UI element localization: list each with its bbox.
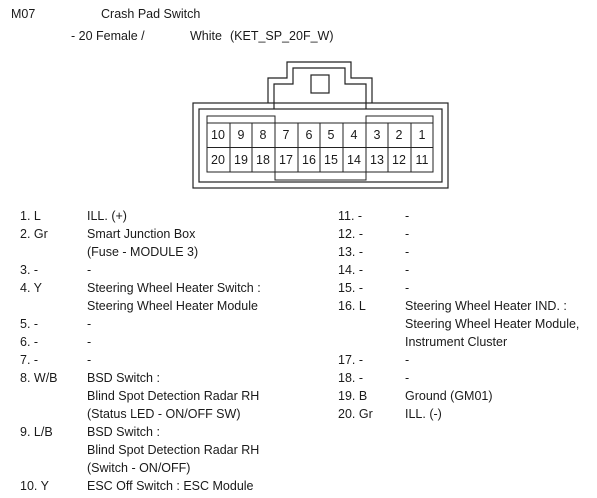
pin-number: 11. - [338, 209, 363, 223]
pin-description: - [405, 245, 410, 259]
pin-number: 10. Y [20, 479, 49, 493]
pin-number: 16. L [338, 299, 366, 313]
pin-number-3: 3 [373, 128, 381, 142]
pin-number: 9. L/B [20, 425, 53, 439]
pin-description: - [87, 335, 92, 349]
pin-number-12: 12 [392, 153, 406, 167]
pin-number-15: 15 [324, 153, 338, 167]
pin-number-10: 10 [211, 128, 225, 142]
pin-description: Steering Wheel Heater Module [87, 299, 258, 313]
pin-description: - [405, 227, 410, 241]
pin-number: 1. L [20, 209, 41, 223]
pin-number: 4. Y [20, 281, 43, 295]
pin-description: BSD Switch : [87, 371, 160, 385]
pin-number: 13. - [338, 245, 364, 259]
pin-number: 20. Gr [338, 407, 373, 421]
pin-number: 18. - [338, 371, 364, 385]
pin-number: 2. Gr [20, 227, 48, 241]
pin-description: - [87, 353, 92, 367]
pin-description: - [405, 209, 410, 223]
pin-description: - [405, 281, 410, 295]
pin-number: 17. - [338, 353, 364, 367]
pin-number-20: 20 [211, 153, 225, 167]
pin-description: - [87, 317, 92, 331]
pin-description: - [87, 263, 92, 277]
connector-code: M07 [11, 7, 36, 21]
pin-number-11: 11 [415, 153, 429, 167]
connector-spec-part: (KET_SP_20F_W) [230, 29, 334, 43]
pin-number: 7. - [20, 353, 39, 367]
pin-number-19: 19 [234, 153, 248, 167]
pin-description: ILL. (+) [87, 209, 127, 223]
pin-number: 6. - [20, 335, 39, 349]
pin-number-4: 4 [350, 128, 358, 142]
pin-description: Steering Wheel Heater Switch : [87, 281, 261, 295]
pin-number-18: 18 [256, 153, 270, 167]
pin-description: (Status LED - ON/OFF SW) [87, 407, 241, 421]
pin-description: - [405, 371, 410, 385]
pin-number-1: 1 [418, 128, 426, 142]
pin-description: ESC Off Switch : ESC Module [87, 479, 254, 493]
pin-number-16: 16 [302, 153, 316, 167]
pin-number-7: 7 [282, 128, 290, 142]
pin-number-13: 13 [370, 153, 384, 167]
connector-title: Crash Pad Switch [101, 7, 201, 21]
pin-number: 12. - [338, 227, 364, 241]
pin-number-9: 9 [237, 128, 245, 142]
pin-description: BSD Switch : [87, 425, 160, 439]
pin-number-14: 14 [347, 153, 361, 167]
pin-description: Steering Wheel Heater Module, [405, 317, 580, 331]
pin-description: - [405, 263, 410, 277]
pin-number: 3. - [20, 263, 39, 277]
connector-spec-pins: - 20 Female / [71, 29, 145, 43]
pin-number: 5. - [20, 317, 39, 331]
pin-description: Instrument Cluster [405, 335, 508, 349]
pin-number: 15. - [338, 281, 364, 295]
pin-number-6: 6 [305, 128, 313, 142]
pin-number-2: 2 [395, 128, 403, 142]
pin-number-17: 17 [279, 153, 293, 167]
pin-description: ILL. (-) [405, 407, 442, 421]
pin-number-8: 8 [259, 128, 267, 142]
pin-number: 14. - [338, 263, 364, 277]
pin-description: Steering Wheel Heater IND. : [405, 299, 567, 313]
connector-spec-color: White [190, 29, 222, 43]
pin-description: Blind Spot Detection Radar RH [87, 389, 260, 403]
pin-description: Ground (GM01) [405, 389, 493, 403]
pin-description: Blind Spot Detection Radar RH [87, 443, 260, 457]
pin-description: Smart Junction Box [87, 227, 196, 241]
pin-number: 8. W/B [20, 371, 58, 385]
pin-number: 19. B [338, 389, 368, 403]
pin-number-5: 5 [327, 128, 335, 142]
pin-description: (Fuse - MODULE 3) [87, 245, 199, 259]
pin-description: - [405, 353, 410, 367]
pin-description: (Switch - ON/OFF) [87, 461, 191, 475]
